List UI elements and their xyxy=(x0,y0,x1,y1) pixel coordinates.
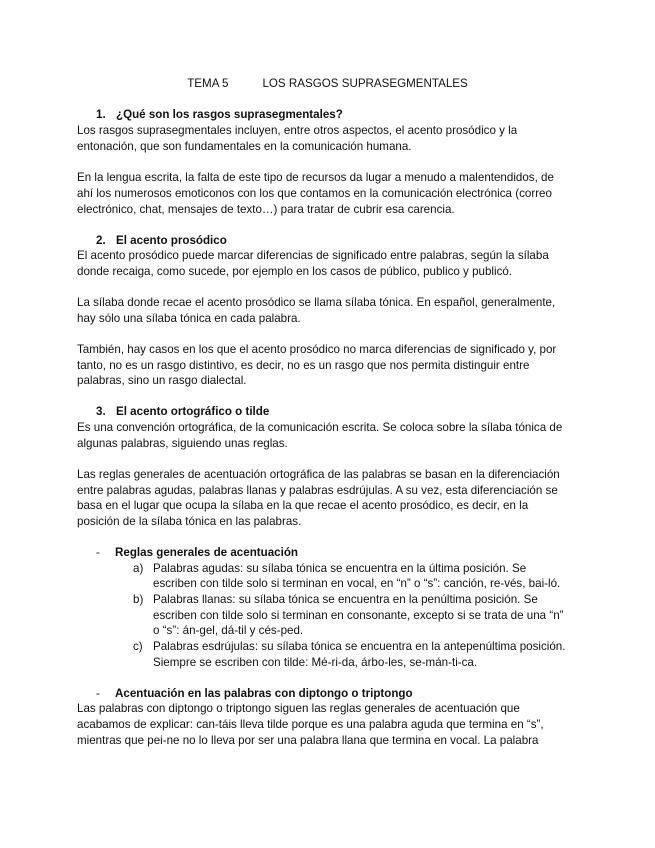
section-3-paragraph-2-line-4: posición de la sílaba tónica en las palabras. xyxy=(77,515,302,528)
section-2-paragraph-1-line-1: El acento prosódico puede marcar diferencias de significado entre palabras, según la sílaba xyxy=(77,249,549,262)
title-tema: TEMA 5 xyxy=(187,77,229,90)
section-1-paragraph-2-line-2: ahí los numerosos emoticonos con los que contamos en la comunicación electrónica (correo xyxy=(77,187,552,200)
section-1-paragraph-2-line-1: En la lengua escrita, la falta de este tipo de recursos da lugar a menudo a malentendidos, de xyxy=(77,171,554,184)
rule-b-line-1: b) Palabras llanas: su sílaba tónica se encuentra en la penúltima posición. Se xyxy=(133,593,538,606)
rule-a-line-1: a) Palabras agudas: su sílaba tónica se encuentra en la última posición. Se xyxy=(133,562,527,575)
diptongo-heading: - Acentuación en las palabras con diptongo o triptongo xyxy=(96,687,413,700)
rule-b-line-3: o “s”: án-gel, dá-til y cés-ped. xyxy=(153,624,304,637)
diptongo-line-2: acabamos de explicar: can-táis lleva tilde porque es una palabra aguda que termina en “s”, xyxy=(77,718,544,731)
section-3-paragraph-2-line-3: basa en el lugar que ocupa la sílaba en la que recae el acento prosódico, es decir, en la xyxy=(77,499,529,512)
section-3-heading: 3. El acento ortográfico o tilde xyxy=(96,405,270,418)
section-1-heading: 1. ¿Qué son los rasgos suprasegmentales? xyxy=(96,108,343,121)
section-1-paragraph-1-line-1: Los rasgos suprasegmentales incluyen, entre otros aspectos, el acento prosódico y la xyxy=(77,124,518,137)
section-3-paragraph-1-line-2: algunas palabras, siguiendo unas reglas. xyxy=(77,437,288,450)
section-1-paragraph-2-line-3: electrónico, chat, mensajes de texto…) para tratar de cubrir esa carencia. xyxy=(77,203,455,216)
rules-heading: - Reglas generales de acentuación xyxy=(96,546,298,559)
section-2-paragraph-2-line-2: hay sólo una sílaba tónica en cada palabra. xyxy=(77,312,301,325)
section-3-paragraph-2-line-1: Las reglas generales de acentuación ortográfica de las palabras se basan en la diferenciación xyxy=(77,468,560,481)
section-1-paragraph-1-line-2: entonación, que son fundamentales en la comunicación humana. xyxy=(77,140,412,153)
section-2-paragraph-3-line-2: tanto, no es un rasgo distintivo, es decir, no es un rasgo que nos permita distinguir entre xyxy=(77,359,530,372)
rule-b-line-2: escriben con tilde solo si terminan en consonante, excepto si se trata de una “n” xyxy=(153,609,564,622)
rule-c-line-2: Siempre se escriben con tilde: Mé-ri-da, árbo-les, se-mán-ti-ca. xyxy=(153,656,478,669)
section-2-paragraph-2-line-1: La sílaba donde recae el acento prosódico se llama sílaba tónica. En español, generalmente, xyxy=(77,296,556,309)
rule-c-line-1: c) Palabras esdrújulas: su sílaba tónica se encuentra en la antepenúltima posición. xyxy=(133,640,566,653)
section-3-paragraph-1-line-1: Es una convención ortográfica, de la comunicación escrita. Se coloca sobre la sílaba tónica de xyxy=(77,421,563,434)
title-heading: LOS RASGOS SUPRASEGMENTALES xyxy=(262,77,468,90)
diptongo-line-3: mientras que pei-ne no lo lleva por ser una palabra llana que termina en vocal. La palabra xyxy=(77,734,539,747)
rule-a-line-2: escriben con tilde solo si terminan en vocal, en “n” o “s”: canción, re-vés, bai-ló. xyxy=(153,577,561,590)
section-2-heading: 2. El acento prosódico xyxy=(96,234,227,247)
section-3-paragraph-2-line-2: entre palabras agudas, palabras llanas y palabras esdrújulas. A su vez, esta diferenciación se xyxy=(77,484,558,497)
section-2-paragraph-3-line-3: palabras, sino un rasgo dialectal. xyxy=(77,374,247,387)
section-2-paragraph-3-line-1: También, hay casos en los que el acento prosódico no marca diferencias de significado y, por xyxy=(77,343,557,356)
section-2-paragraph-1-line-2: donde recaiga, como sucede, por ejemplo en los casos de público, publico y publicó. xyxy=(77,265,513,278)
document-title xyxy=(0,76,655,92)
diptongo-line-1: Las palabras con diptongo o triptongo siguen las reglas generales de acentuación que xyxy=(77,702,520,715)
